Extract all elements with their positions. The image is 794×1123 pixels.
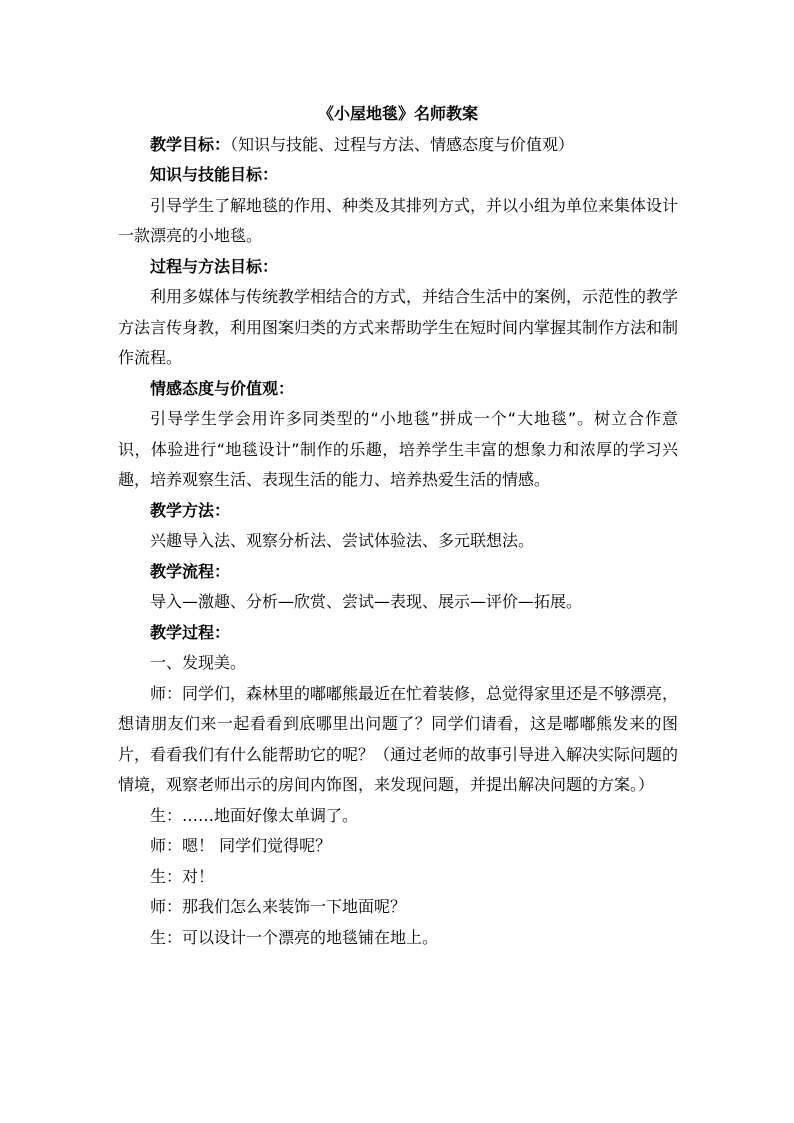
emotion-text: 引导学生学会用许多同类型的“小地毯”拼成一个“大地毯”。树立合作意识，体验进行“地毯设计”制作的乐趣，培养学生丰富的想象力和浓厚的学习兴趣，培养观察生活、表现生活的能力、培养热爱生活的情感。 bbox=[118, 409, 678, 489]
flow-text: 导入—激趣、分析—欣赏、尝试—表现、展示—评价—拓展。 bbox=[150, 592, 583, 611]
procedure-line: 生：……地面好像太单调了。 bbox=[150, 805, 359, 825]
procedure-line: 生：对！ bbox=[150, 866, 215, 886]
procedure-line: 师：嗯！ 同学们觉得呢？ bbox=[150, 836, 332, 855]
procedure-line: 生：可以设计一个漂亮的地毯铺在地上。 bbox=[150, 927, 439, 947]
procedure-line: 一、发现美。 bbox=[150, 653, 247, 672]
document-page bbox=[118, 99, 678, 953]
objectives-label: 教学目标： bbox=[150, 134, 231, 154]
knowledge-text: 引导学生了解地毯的作用、种类及其排列方式，并以小组为单位来集体设计一款漂亮的小地毯。 bbox=[118, 195, 679, 245]
emotion-heading: 情感态度与价值观： bbox=[150, 378, 295, 398]
procedure-line: 师：同学们，森林里的嘟嘟熊最近在忙着装修，总觉得家里还是不够漂亮，想请朋友们来一起看看到底哪里出问题了？同学们请看，这是嘟嘟熊发来的图片，看看我们有什么能帮助它的呢？（通过老师的故事引导进入解决实际问题的情境，观察老师出示的房间内饰图，来发现问题，并提出解决问题的方案。） bbox=[118, 683, 679, 794]
process-text: 利用多媒体与传统教学相结合的方式，并结合生活中的案例，示范性的教学方法言传身教，利用图案归类的方式来帮助学生在短时间内掌握其制作方法和制作流程。 bbox=[118, 287, 679, 367]
procedure-heading: 教学过程： bbox=[150, 622, 231, 642]
objectives-note: （知识与技能、过程与方法、情感态度与价值观） bbox=[230, 134, 575, 154]
objectives-heading bbox=[118, 130, 678, 161]
methods-heading: 教学方法： bbox=[150, 500, 231, 520]
knowledge-heading: 知识与技能目标： bbox=[150, 165, 279, 184]
document-title: 《小屋地毯》名师教案 bbox=[317, 104, 478, 123]
flow-heading: 教学流程： bbox=[150, 561, 231, 581]
process-heading: 过程与方法目标： bbox=[150, 256, 279, 276]
methods-text: 兴趣导入法、观察分析法、尝试体验法、多元联想法。 bbox=[150, 531, 535, 550]
procedure-line: 师：那我们怎么来装饰一下地面呢？ bbox=[150, 897, 407, 916]
